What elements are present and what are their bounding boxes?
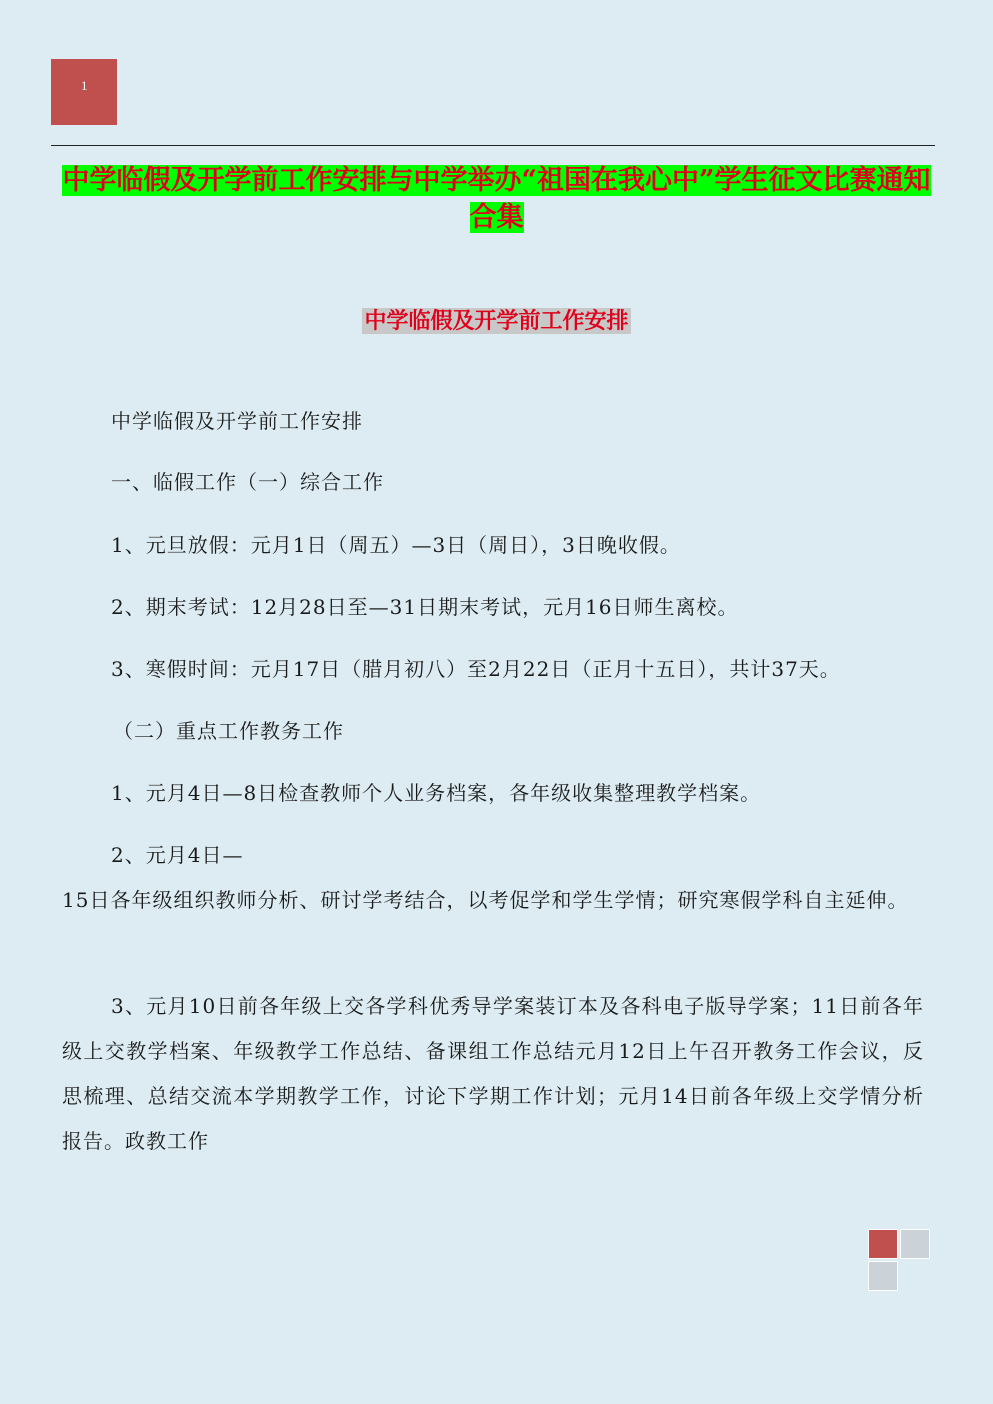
paragraph-item: 1、元月4日—8日检查教师个人业务档案，各年级收集整理教学档案。 xyxy=(111,781,762,805)
corner-square-gray xyxy=(900,1229,930,1259)
paragraph-item: 2、期末考试：12月28日至—31日期末考试，元月16日师生离校。 xyxy=(111,595,739,619)
paragraph-item: 3、寒假时间：元月17日（腊月初八）至2月22日（正月十五日），共计37天。 xyxy=(111,657,841,681)
paragraph-item: 2、元月4日— xyxy=(111,843,244,867)
section-heading xyxy=(0,303,993,339)
section-heading-text: 中学临假及开学前工作安排 xyxy=(364,308,629,334)
paragraph-item: 3、元月10日前各年级上交各学科优秀导学案装订本及各科电子版导学案；11日前各年级上交教学档案、年级教学工作总结、备课组工作总结元月12日上午召开教务工作会议，反思梳理、总结交流本学期教学工作，讨论下学期工作计划；元月14日前各年级上交学情分析报告。政教工作 xyxy=(62,994,924,1153)
paragraph-heading: 中学临假及开学前工作安排 xyxy=(111,409,363,433)
page-number-badge xyxy=(51,59,117,125)
paragraph-item: 1、元旦放假：元月1日（周五）—3日（周日），3日晚收假。 xyxy=(111,533,681,557)
corner-square-gray xyxy=(868,1261,898,1291)
document-title xyxy=(60,162,933,236)
corner-square-red xyxy=(868,1229,898,1259)
paragraph-subheading: 一、临假工作（一）综合工作 xyxy=(111,470,384,494)
document-title-text: 中学临假及开学前工作安排与中学举办“祖国在我心中”学生征文比赛通知合集 xyxy=(62,165,931,233)
paragraph-item-continued: 15日各年级组织教师分析、研讨学考结合，以考促学和学生学情；研究寒假学科自主延伸。 xyxy=(62,888,909,912)
page-number: 1 xyxy=(81,78,88,93)
header-divider xyxy=(51,145,935,146)
paragraph-subheading: （二）重点工作教务工作 xyxy=(113,719,344,743)
